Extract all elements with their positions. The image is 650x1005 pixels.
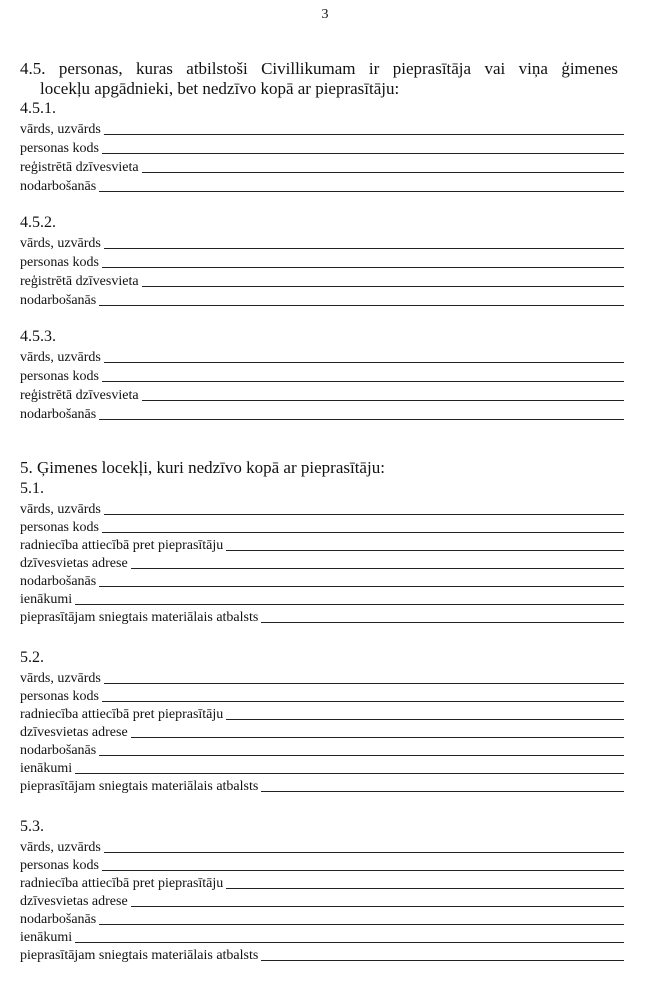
fill-in-line[interactable] [226,550,624,551]
fill-in-line[interactable] [104,683,624,684]
fill-in-line[interactable] [99,191,624,192]
field-label: dzīvesvietas adrese [20,556,128,571]
field-label: pieprasītājam sniegtais materiālais atbalsts [20,948,259,963]
field-label: vārds, uzvārds [20,671,101,686]
field-label: personas kods [20,689,99,704]
fill-in-line[interactable] [102,532,624,533]
form-field-row [20,740,624,758]
form-field-row [20,945,624,963]
fill-in-line[interactable] [131,906,624,907]
field-label: radniecība attiecībā pret pieprasītāju [20,707,224,722]
form-field-row [20,722,624,740]
fill-in-line[interactable] [104,134,624,135]
fill-in-line[interactable] [142,172,624,173]
field-label: ienākumi [20,761,73,776]
form-field-row [20,873,624,891]
field-label: vārds, uzvārds [20,236,101,251]
field-label: nodarbošanās [20,179,97,194]
field-label: nodarbošanās [20,574,97,589]
fill-in-line[interactable] [102,701,624,702]
form-field-row [20,176,624,194]
field-label: ienākumi [20,592,73,607]
fill-in-line[interactable] [261,622,624,623]
fill-in-line[interactable] [99,419,624,420]
form-field-row [20,138,624,156]
fill-in-line[interactable] [226,888,624,889]
fill-in-line[interactable] [75,942,624,943]
fill-in-line[interactable] [99,755,624,756]
fill-in-line[interactable] [261,791,624,792]
field-label: nodarbošanās [20,407,97,422]
form-field-row [20,891,624,909]
field-label: pieprasītājam sniegtais materiālais atbalsts [20,779,259,794]
field-label: personas kods [20,858,99,873]
fill-in-line[interactable] [102,267,624,268]
block-number: 5.3. [20,818,44,835]
field-label: radniecība attiecībā pret pieprasītāju [20,876,224,891]
form-field-row [20,347,624,365]
fill-in-line[interactable] [261,960,624,961]
form-field-row [20,535,624,553]
form-field-row [20,686,624,704]
form-field-row [20,776,624,794]
fill-in-line[interactable] [104,362,624,363]
form-field-row [20,927,624,945]
fill-in-line[interactable] [104,248,624,249]
form-field-row [20,157,624,175]
fill-in-line[interactable] [104,514,624,515]
fill-in-line[interactable] [226,719,624,720]
form-field-row [20,837,624,855]
section-4-5-heading [20,59,618,99]
form-field-row [20,758,624,776]
form-field-row [20,290,624,308]
form-field-row [20,252,624,270]
field-label: personas kods [20,520,99,535]
form-field-row [20,909,624,927]
field-label: pieprasītājam sniegtais materiālais atbalsts [20,610,259,625]
field-label: vārds, uzvārds [20,502,101,517]
field-label: vārds, uzvārds [20,122,101,137]
fill-in-line[interactable] [102,153,624,154]
fill-in-line[interactable] [142,400,624,401]
block-number: 5.2. [20,649,44,666]
form-field-row [20,668,624,686]
field-label: vārds, uzvārds [20,350,101,365]
fill-in-line[interactable] [142,286,624,287]
form-field-row [20,499,624,517]
form-field-row [20,385,624,403]
fill-in-line[interactable] [99,586,624,587]
field-label: dzīvesvietas adrese [20,725,128,740]
form-field-row [20,366,624,384]
fill-in-line[interactable] [99,305,624,306]
form-field-row [20,589,624,607]
fill-in-line[interactable] [102,381,624,382]
field-label: reģistrētā dzīvesvieta [20,274,139,289]
fill-in-line[interactable] [99,924,624,925]
field-label: reģistrētā dzīvesvieta [20,388,139,403]
form-field-row [20,553,624,571]
form-field-row [20,119,624,137]
field-label: nodarbošanās [20,743,97,758]
field-label: ienākumi [20,930,73,945]
field-label: personas kods [20,369,99,384]
section-5-heading: 5. Ģimenes locekļi, kuri nedzīvo kopā ar pieprasītāju: [20,458,385,477]
fill-in-line[interactable] [75,773,624,774]
section-4-5-heading-line1: 4.5. personas, kuras atbilstoši Civillikumam ir pieprasītāja vai viņa ģimenes [20,59,618,78]
field-label: reģistrētā dzīvesvieta [20,160,139,175]
block-number: 4.5.1. [20,100,56,117]
field-label: personas kods [20,141,99,156]
fill-in-line[interactable] [102,870,624,871]
block-number: 4.5.3. [20,328,56,345]
field-label: dzīvesvietas adrese [20,894,128,909]
block-number: 5.1. [20,480,44,497]
field-label: vārds, uzvārds [20,840,101,855]
form-field-row [20,404,624,422]
field-label: personas kods [20,255,99,270]
fill-in-line[interactable] [131,737,624,738]
form-field-row [20,517,624,535]
field-label: nodarbošanās [20,293,97,308]
form-field-row [20,233,624,251]
fill-in-line[interactable] [131,568,624,569]
form-field-row [20,271,624,289]
section-4-5-heading-line2: locekļu apgādnieki, bet nedzīvo kopā ar pieprasītāju: [40,79,400,98]
block-number: 4.5.2. [20,214,56,231]
field-label: radniecība attiecībā pret pieprasītāju [20,538,224,553]
fill-in-line[interactable] [75,604,624,605]
field-label: nodarbošanās [20,912,97,927]
form-field-row [20,704,624,722]
page-number: 3 [321,7,329,22]
form-field-row [20,855,624,873]
form-field-row [20,571,624,589]
form-field-row [20,607,624,625]
fill-in-line[interactable] [104,852,624,853]
